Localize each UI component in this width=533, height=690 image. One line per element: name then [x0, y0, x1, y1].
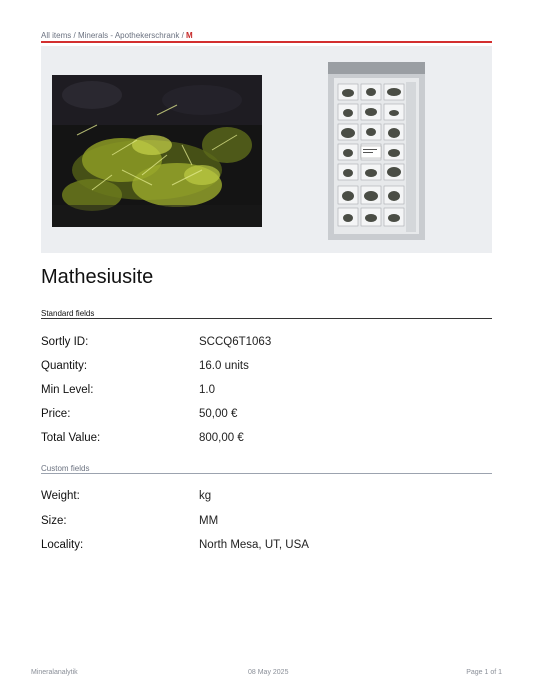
field-value: North Mesa, UT, USA — [199, 539, 309, 551]
breadcrumb — [41, 31, 193, 40]
field-label: Size: — [41, 515, 67, 527]
mineral-closeup-photo[interactable] — [52, 75, 262, 227]
field-row-min-level — [41, 384, 492, 400]
field-value: SCCQ6T1063 — [199, 336, 272, 348]
field-value: MM — [199, 515, 219, 527]
field-label: Quantity: — [41, 360, 88, 372]
footer-date: 08 May 2025 — [248, 669, 289, 676]
field-label: Min Level: — [41, 384, 94, 396]
field-row-price — [41, 408, 492, 424]
item-title: Mathesiusite — [41, 266, 154, 288]
footer-company: Mineralanalytik — [31, 669, 78, 676]
field-row-locality — [41, 539, 492, 555]
field-label: Price: — [41, 408, 71, 420]
breadcrumb-divider — [41, 41, 492, 43]
breadcrumb-separator: / — [181, 31, 184, 40]
standard-fields-heading: Standard fields — [41, 309, 95, 318]
breadcrumb-separator: / — [73, 31, 76, 40]
specimen-box-photo[interactable] — [328, 62, 425, 240]
breadcrumb-current: M — [186, 31, 193, 40]
field-label: Locality: — [41, 539, 84, 551]
field-value: 800,00 € — [199, 432, 244, 444]
field-row-quantity — [41, 360, 492, 376]
field-value: 50,00 € — [199, 408, 238, 420]
field-value: 16.0 units — [199, 360, 249, 372]
custom-fields-heading: Custom fields — [41, 464, 90, 473]
field-label: Total Value: — [41, 432, 101, 444]
field-value: kg — [199, 490, 212, 502]
breadcrumb-link-minerals[interactable]: Minerals - Apothekerschrank — [77, 31, 180, 40]
field-value: 1.0 — [199, 384, 215, 396]
custom-fields-divider — [41, 473, 492, 474]
field-label: Sortly ID: — [41, 336, 89, 348]
footer-page-number: Page 1 of 1 — [466, 669, 502, 676]
field-row-size — [41, 515, 492, 531]
photo-gallery — [41, 46, 492, 253]
field-row-total-value — [41, 432, 492, 448]
standard-fields-divider — [41, 318, 492, 319]
field-row-weight — [41, 490, 492, 506]
breadcrumb-link-all-items[interactable]: All items — [41, 31, 72, 40]
field-label: Weight: — [41, 490, 80, 502]
field-row-sortly-id — [41, 336, 492, 352]
